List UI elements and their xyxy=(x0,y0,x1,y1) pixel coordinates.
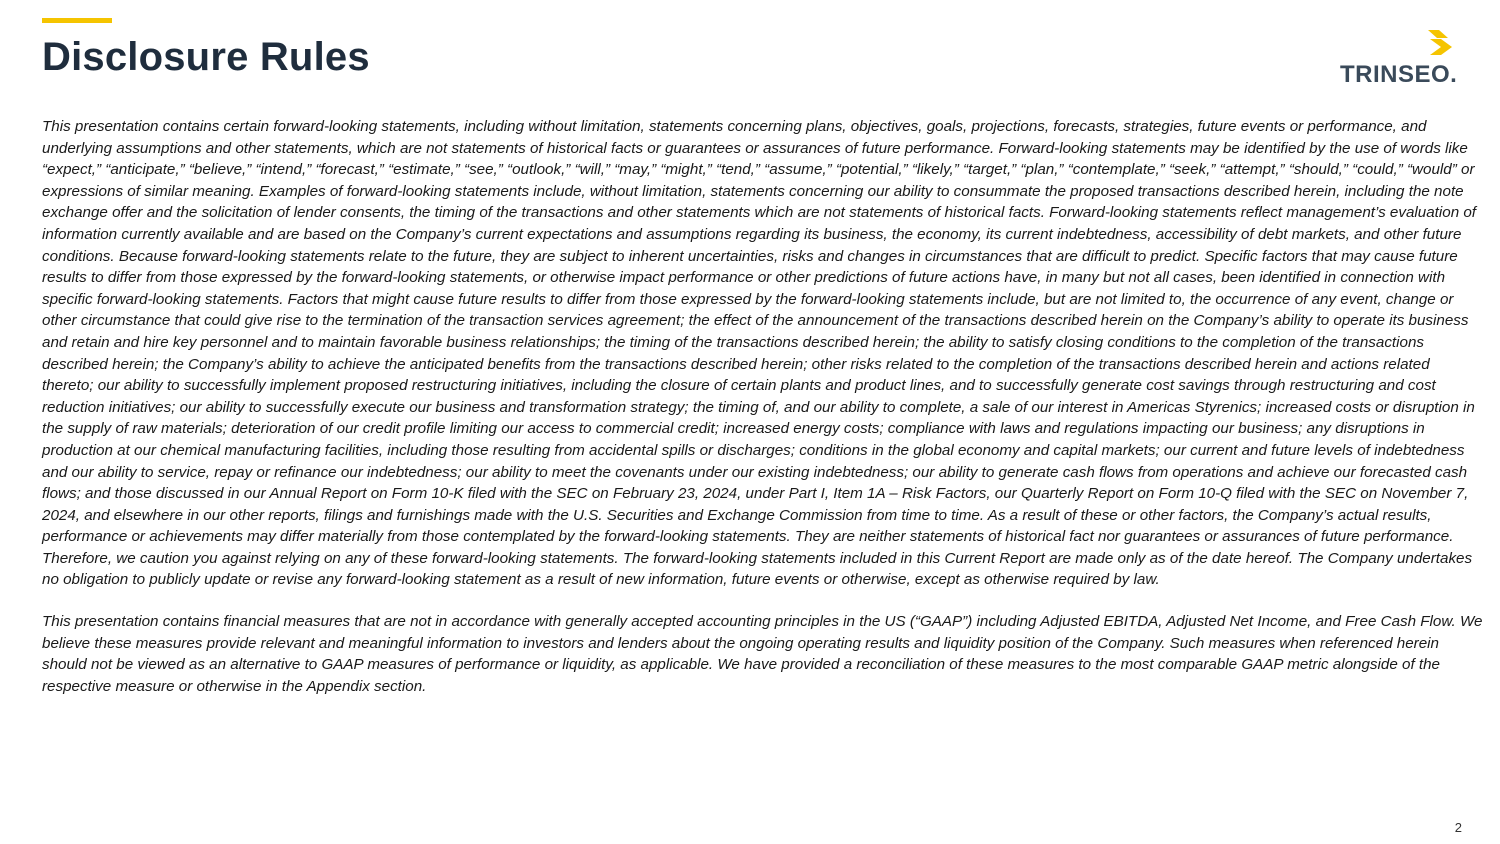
forward-looking-statements-paragraph: This presentation contains certain forward-looking statements, including without limitation, statements concerning plans, objectives, goals, projections, forecasts, strategies, future events or performance, and underlying assumptions and other statements, which are not statements of historical facts or guarantees or assurances of future performance. Forward-looking statements may be identified by the use of words like “expect,” “anticipate,” “believe,” “intend,” “forecast,” “estimate,” “see,” “outlook,” “will,” “may,” “might,” “tend,” “assume,” “potential,” “likely,” “target,” “plan,” “contemplate,” “seek,” “attempt,” “should,” “could,” “would” or expressions of similar meaning. Examples of forward-looking statements include, without limitation, statements concerning our ability to consummate the proposed transactions described herein, including the note exchange offer and the solicitation of lender consents, the timing of the transactions and other statements which are not statements of historical facts. Forward-looking statements reflect management’s evaluation of information currently available and are based on the Company’s current expectations and assumptions regarding its business, the economy, its current indebtedness, accessibility of debt markets, and other future conditions. Because forward-looking statements relate to the future, they are subject to inherent uncertainties, risks and changes in circumstances that are difficult to predict. Specific factors that may cause future results to differ from those expressed by the forward-looking statements, or otherwise impact performance or other predictions of future actions have, in many but not all cases, been identified in connection with specific forward-looking statements. Factors that might cause future results to differ from those expressed by the forward-looking statements include, but are not limited to, the occurrence of any event, change or other circumstance that could give rise to the termination of the transaction services agreement; the effect of the announcement of the transactions described herein on the Company’s ability to operate its business and retain and hire key personnel and to maintain favorable business relationships; the timing of the transactions described herein; the ability to satisfy closing conditions to the completion of the transactions described herein; the Company’s ability to achieve the anticipated benefits from the transactions described herein; other risks related to the completion of the transactions described herein and actions related thereto; our ability to successfully implement proposed restructuring initiatives, including the closure of certain plants and product lines, and to successfully generate cost savings through restructuring and cost reduction initiatives; our ability to successfully execute our business and transformation strategy; the timing of, and our ability to complete, a sale of our interest in Americas Styrenics; increased costs or disruption in the supply of raw materials; deterioration of our credit profile limiting our access to commercial credit; increased energy costs; compliance with laws and regulations impacting our business; any disruptions in production at our chemical manufacturing facilities, including those resulting from accidental spills or discharges; conditions in the global economy and capital markets; our current and future levels of indebtedness and our ability to service, repay or refinance our indebtedness; our ability to meet the covenants under our existing indebtedness; our ability to generate cash flows from operations and achieve our forecasted cash flows; and those discussed in our Annual Report on Form 10-K filed with the SEC on February 23, 2024, under Part I, Item 1A – Risk Factors, our Quarterly Report on Form 10-Q filed with the SEC on November 7, 2024, and elsewhere in our other reports, filings and furnishings made with the U.S. Securities and Exchange Commission from time to time. As a result of these or other factors, the Company’s actual results, performance or achievements may differ materially from those contemplated by the forward-looking statements. They are neither statements of historical fact nor guarantees or assurances of future performance. Therefore, we caution you against relying on any of these forward-looking statements. The forward-looking statements included in this Current Report are made only as of the date hereof. The Company undertakes no obligation to publicly update or revise any forward-looking statement as a result of new information, future events or otherwise, except as otherwise required by law. xyxy=(42,118,1477,589)
non-gaap-measures-paragraph: This presentation contains financial measures that are not in accordance with generally accepted accounting principles in the US (“GAAP”) including Adjusted EBITDA, Adjusted Net Income, and Free Cash Flow. We believe these measures provide relevant and meaningful information to investors and lenders about the ongoing operating results and liquidity position of the Company. Such measures when referenced herein should not be viewed as an alternative to GAAP measures of performance or liquidity, as applicable. We have provided a reconciliation of these measures to the most comparable GAAP metric alongside of the respective measure or otherwise in the Appendix section. xyxy=(42,613,1483,695)
trinseo-logo xyxy=(1340,28,1470,90)
page-number: 2 xyxy=(1454,820,1462,835)
title-accent-bar xyxy=(42,18,112,23)
disclosure-body xyxy=(42,116,1484,697)
logo-wordmark: TRINSEO. xyxy=(1340,61,1458,88)
trinseo-chevron-logo-icon xyxy=(1426,28,1456,58)
page-title: Disclosure Rules xyxy=(42,35,370,79)
